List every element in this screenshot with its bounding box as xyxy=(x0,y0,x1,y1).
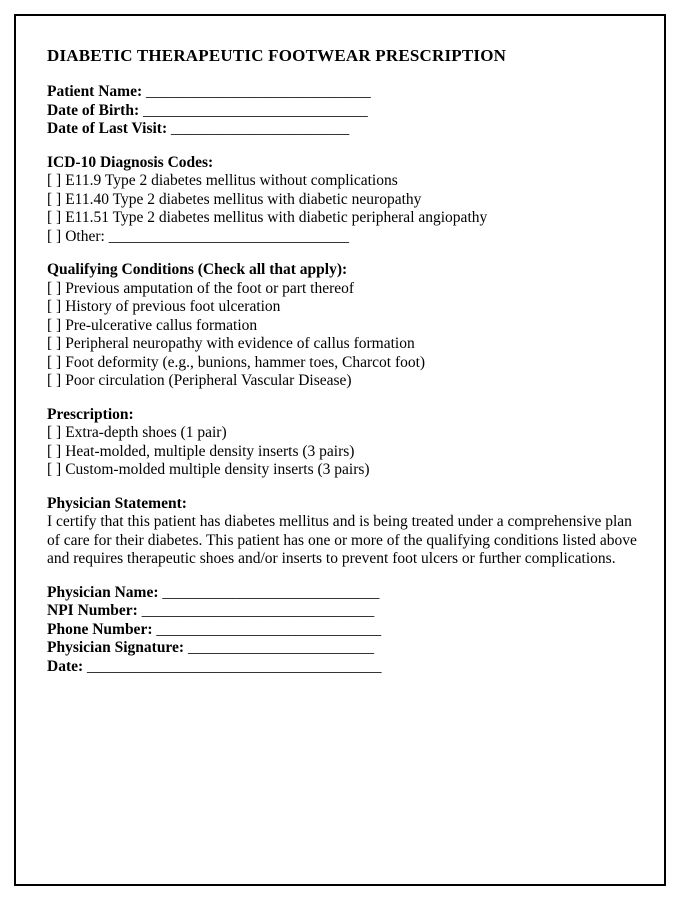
checkbox-label: E11.40 Type 2 diabetes mellitus with diabetic neuropathy xyxy=(65,190,422,208)
field-date-of-last-visit xyxy=(47,120,638,139)
form-title: DIABETIC THERAPEUTIC FOOTWEAR PRESCRIPTION xyxy=(47,46,507,65)
checkbox-label: E11.9 Type 2 diabetes mellitus without complications xyxy=(65,172,398,189)
qualifying-conditions-section xyxy=(47,261,638,391)
physician-signature-label: Physician Signature: xyxy=(47,639,185,656)
date-blank[interactable]: ______________________________________ xyxy=(87,657,382,675)
physician-name-blank[interactable]: ____________________________ xyxy=(162,583,380,601)
date-of-last-visit-label: Date of Last Visit: xyxy=(47,120,168,137)
physician-statement-section xyxy=(47,495,638,569)
checkbox[interactable]: [ ] xyxy=(47,209,62,226)
date-of-last-visit-blank[interactable]: _______________________ xyxy=(171,120,350,137)
field-physician-signature xyxy=(47,639,638,658)
field-physician-name xyxy=(47,584,638,603)
field-patient-name xyxy=(47,83,638,102)
checkbox-item-peripheral-neuropathy xyxy=(47,335,638,354)
checkbox-label: History of previous foot ulceration xyxy=(65,298,281,315)
date-of-birth-label: Date of Birth: xyxy=(47,101,140,119)
signature-block xyxy=(47,584,638,677)
field-phone-number xyxy=(47,621,638,640)
field-date xyxy=(47,658,638,677)
date-of-birth-blank[interactable]: _____________________________ xyxy=(143,101,368,119)
physician-signature-blank[interactable]: ________________________ xyxy=(187,639,374,656)
checkbox-label: Foot deformity (e.g., bunions, hammer toes, Charcot foot) xyxy=(65,353,426,371)
checkbox[interactable]: [ ] xyxy=(47,442,62,460)
other-blank[interactable]: _______________________________ xyxy=(108,227,349,245)
qualifying-heading: Qualifying Conditions (Check all that apply): xyxy=(47,261,348,278)
physician-name-label: Physician Name: xyxy=(47,583,159,601)
physician-statement-heading: Physician Statement: xyxy=(47,494,187,512)
prescription-form xyxy=(14,14,666,886)
checkbox[interactable]: [ ] xyxy=(47,190,62,208)
npi-number-blank[interactable]: ______________________________ xyxy=(141,602,375,619)
checkbox-label: Custom-molded multiple density inserts (3 pairs) xyxy=(65,461,370,478)
prescription-heading: Prescription: xyxy=(47,405,134,423)
icd-heading: ICD-10 Diagnosis Codes: xyxy=(47,153,214,171)
checkbox[interactable]: [ ] xyxy=(47,227,62,245)
checkbox[interactable]: [ ] xyxy=(47,353,62,371)
checkbox-item-icd-e119 xyxy=(47,172,638,191)
checkbox-item-custom-molded-inserts xyxy=(47,461,638,480)
checkbox[interactable]: [ ] xyxy=(47,298,62,315)
icd-section xyxy=(47,154,638,247)
checkbox[interactable]: [ ] xyxy=(47,172,62,189)
checkbox[interactable]: [ ] xyxy=(47,335,62,352)
prescription-section xyxy=(47,406,638,480)
checkbox-item-icd-other xyxy=(47,228,638,247)
field-npi-number xyxy=(47,602,638,621)
date-label: Date: xyxy=(47,657,84,675)
checkbox-label: E11.51 Type 2 diabetes mellitus with diabetic peripheral angiopathy xyxy=(65,209,488,226)
checkbox-item-poor-circulation xyxy=(47,372,638,391)
checkbox-item-extra-depth-shoes xyxy=(47,424,638,443)
phone-number-blank[interactable]: _____________________________ xyxy=(156,620,382,638)
npi-number-label: NPI Number: xyxy=(47,602,138,619)
checkbox[interactable]: [ ] xyxy=(47,424,62,441)
checkbox[interactable]: [ ] xyxy=(47,316,62,334)
checkbox[interactable]: [ ] xyxy=(47,279,62,297)
checkbox-item-preulcerative-callus xyxy=(47,317,638,336)
checkbox-item-heat-molded-inserts xyxy=(47,443,638,462)
phone-number-label: Phone Number: xyxy=(47,620,153,638)
checkbox-item-icd-e1140 xyxy=(47,191,638,210)
patient-name-blank[interactable]: _____________________________ xyxy=(146,83,371,100)
checkbox[interactable]: [ ] xyxy=(47,461,62,478)
checkbox-item-amputation xyxy=(47,280,638,299)
checkbox-label: Peripheral neuropathy with evidence of callus formation xyxy=(65,335,415,352)
checkbox-item-ulceration-history xyxy=(47,298,638,317)
checkbox-item-icd-e1151 xyxy=(47,209,638,228)
checkbox-label: Previous amputation of the foot or part thereof xyxy=(65,279,355,297)
other-label: Other: xyxy=(65,227,105,245)
patient-name-label: Patient Name: xyxy=(47,83,143,100)
physician-statement-body: I certify that this patient has diabetes mellitus and is being treated under a comprehensive plan of care for their diabetes. This patient has one or more of the qualifying conditions listed above and requires therapeutic shoes and/or inserts to prevent foot ulcers or further complications. xyxy=(47,513,637,567)
checkbox-label: Pre-ulcerative callus formation xyxy=(65,316,258,334)
checkbox-label: Heat-molded, multiple density inserts (3 pairs) xyxy=(65,442,355,460)
checkbox-label: Poor circulation (Peripheral Vascular Disease) xyxy=(65,372,352,389)
checkbox[interactable]: [ ] xyxy=(47,372,62,389)
checkbox-item-foot-deformity xyxy=(47,354,638,373)
checkbox-label: Extra-depth shoes (1 pair) xyxy=(65,424,227,441)
field-date-of-birth xyxy=(47,102,638,121)
patient-info-block xyxy=(47,83,638,139)
